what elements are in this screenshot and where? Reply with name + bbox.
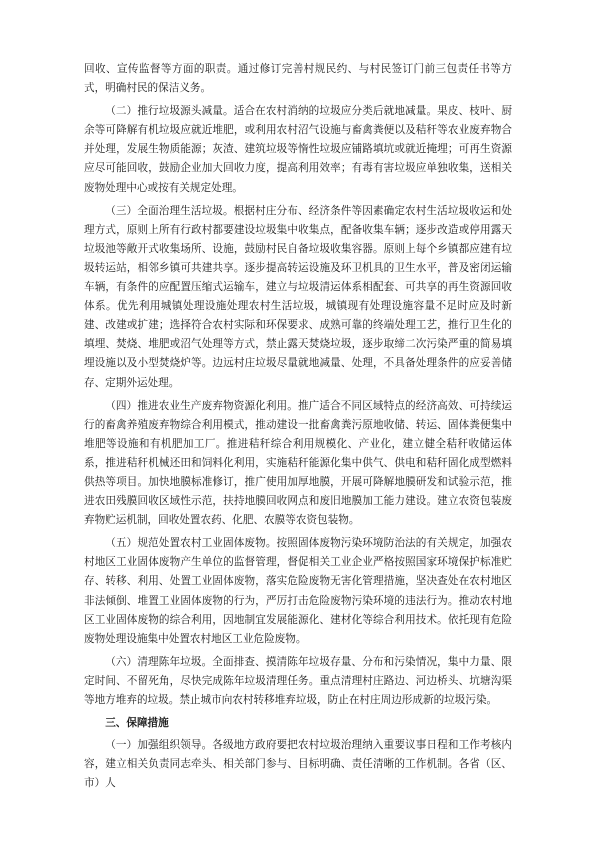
paragraph-industrial-waste: （五）规范处置农村工业固体废物。按照固体废物污染环境防治法的有关规定，加强农村地区工业固体废物产生单位的监督管理，督促相关工业企业严格按照国家环境保护标准贮存、转移、利用、处置工业固体废物，落实危险废物无害化管理措施，坚决查处在农村地区非法倾倒、堆置工业固体废物的行为，严厉打击危险废物污染环境的违法行为。推动农村地区工业固体废物的综合利用，因地制宜发展能源化、建材化等综合利用技术。依托现有危险废物处理设施集中处置农村地区工业危险废物。 <box>84 537 512 645</box>
paragraph-source-reduction: （二）推行垃圾源头减量。适合在农村消纳的垃圾应分类后就地减量。果皮、枝叶、厨余等可降解有机垃圾应就近堆肥，或利用农村沼气设施与畜禽粪便以及秸秆等农业废弃物合并处理，发展生物质能源；灰渣、建筑垃圾等惰性垃圾应铺路填坑或就近掩埋；可再生资源应尽可能回收，鼓励企业加大回收力度，提高利用效率；有毒有害垃圾应单独收集，送相关废物处理中心或按有关规定处理。 <box>84 105 512 194</box>
document-page <box>84 60 512 797</box>
paragraph-continuation: 回收、宣传监督等方面的职责。通过修订完善村规民约、与村民签订门前三包责任书等方式，明确村民的保洁义务。 <box>84 63 512 95</box>
paragraph-organization: （一）加强组织领导。各级地方政府要把农村垃圾治理纳入重要议事日程和工作考核内容，建立相关负责同志牵头、相关部门参与、目标明确、责任清晰的工作机制。各省（区、市）人 <box>84 739 512 790</box>
paragraph-old-garbage: （六）清理陈年垃圾。全面排查、摸清陈年垃圾存量、分布和污染情况，集中力量、限定时间、不留死角，尽快完成陈年垃圾清理任务。重点清理村庄路边、河边桥头、坑塘沟渠等地方堆弃的垃圾。禁止城市向农村转移堆弃垃圾，防止在村庄周边形成新的垃圾污染。 <box>84 655 512 706</box>
paragraph-agricultural-waste: （四）推进农业生产废弃物资源化利用。推广适合不同区域特点的经济高效、可持续运行的畜禽养殖废弃物综合利用模式，推动建设一批畜禽粪污原地收储、转运、固体粪便集中堆肥等设施和有机肥加工厂。推进秸秆综合利用规模化、产业化，建立健全秸秆收储运体系，推进秸秆机械还田和饲料化利用，实施秸秆能源化集中供气、供电和秸秆固化成型燃料供热等项目。加快地膜标准修订，推广使用加厚地膜，开展可降解地膜研发和试验示范，推进农田残膜回收区域性示范，扶持地膜回收网点和废旧地膜加工能力建设。建立农资包装废弃物贮运机制，回收处置农药、化肥、农膜等农资包装物。 <box>84 399 512 527</box>
paragraph-domestic-waste: （三）全面治理生活垃圾。根据村庄分布、经济条件等因素确定农村生活垃圾收运和处理方式，原则上所有行政村都要建设垃圾集中收集点，配备收集车辆；逐步改造或停用露天垃圾池等敞开式收集场所、设施，鼓励村民自备垃圾收集容器。原则上每个乡镇都应建有垃圾转运站，相邻乡镇可共建共享。逐步提高转运设施及环卫机具的卫生水平，普及密闭运输车辆，有条件的应配置压缩式运输车，建立与垃圾清运体系相配套、可共享的再生资源回收体系。优先利用城镇处理设施处理农村生活垃圾，城镇现有处理设施容量不足时应及时新建、改建或扩建；选择符合农村实际和环保要求、成熟可靠的终端处理工艺，推行卫生化的填埋、焚烧、堆肥或沼气处理等方式，禁止露天焚烧垃圾，逐步取缔二次污染严重的简易填埋设施以及小型焚烧炉等。边远村庄垃圾尽量就地减量、处理，不具备处理条件的应妥善储存、定期外运处理。 <box>84 204 512 389</box>
section-heading: 三、保障措施 <box>105 717 169 730</box>
